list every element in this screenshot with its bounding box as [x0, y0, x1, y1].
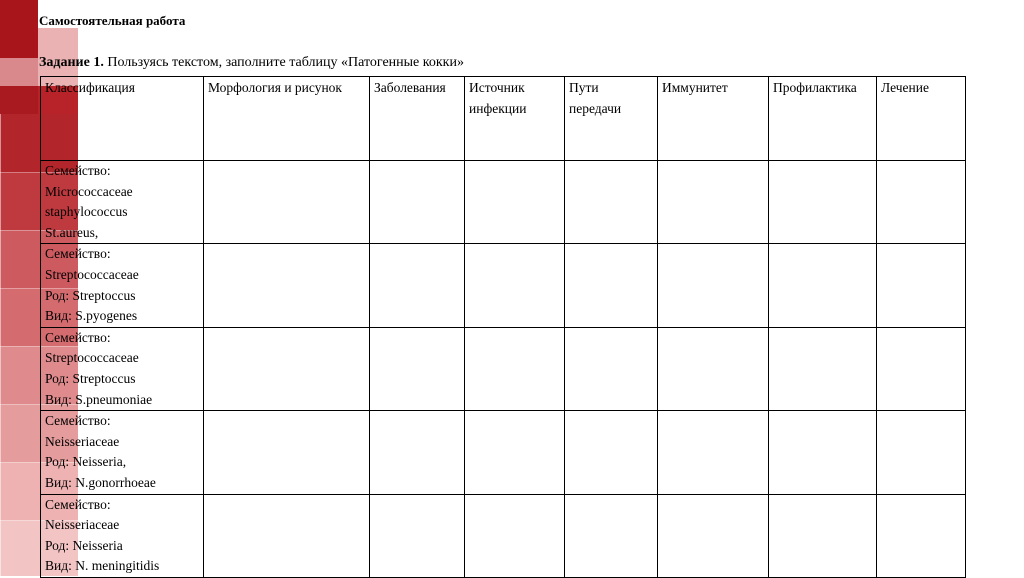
immunity-cell[interactable] [658, 161, 769, 244]
header-classification: Классификация [41, 77, 204, 161]
morphology-cell[interactable] [204, 161, 370, 244]
treatment-cell[interactable] [877, 494, 966, 577]
prevention-cell[interactable] [769, 494, 877, 577]
transmission-routes-cell[interactable] [565, 327, 658, 410]
table-row [41, 327, 966, 410]
prevention-cell[interactable] [769, 327, 877, 410]
pathogenic-cocci-table [40, 76, 966, 578]
transmission-routes-cell[interactable] [565, 244, 658, 327]
morphology-cell[interactable] [204, 244, 370, 327]
task-text: Пользуясь текстом, заполните таблицу «Патогенные кокки» [103, 55, 464, 70]
transmission-routes-cell[interactable] [565, 411, 658, 494]
task-number: Задание 1. [39, 55, 104, 70]
task-instruction [39, 55, 464, 71]
transmission-routes-cell[interactable] [565, 161, 658, 244]
header-prevention: Профилактика [769, 77, 877, 161]
treatment-cell[interactable] [877, 411, 966, 494]
diseases-cell[interactable] [370, 161, 465, 244]
morphology-cell[interactable] [204, 327, 370, 410]
prevention-cell[interactable] [769, 411, 877, 494]
classification-cell: Семейство: Micrococcaceae staphylococcus St.aureus, [41, 161, 204, 244]
prevention-cell[interactable] [769, 244, 877, 327]
classification-cell: Семейство: Neisseriaceae Род: Neisseria Вид: N. meningitidis [41, 494, 204, 577]
header-treatment: Лечение [877, 77, 966, 161]
infection-source-cell[interactable] [465, 411, 565, 494]
table-row [41, 161, 966, 244]
classification-cell: Семейство: Neisseriaceae Род: Neisseria, Вид: N.gonorrhoeae [41, 411, 204, 494]
classification-cell: Семейство: Streptococcaceae Род: Streptoccus Вид: S.pyogenes [41, 244, 204, 327]
infection-source-cell[interactable] [465, 161, 565, 244]
table-row [41, 494, 966, 577]
immunity-cell[interactable] [658, 244, 769, 327]
infection-source-cell[interactable] [465, 244, 565, 327]
header-infection-source: Источник инфекции [465, 77, 565, 161]
prevention-cell[interactable] [769, 161, 877, 244]
immunity-cell[interactable] [658, 494, 769, 577]
immunity-cell[interactable] [658, 327, 769, 410]
page-title: Самостоятельная работа [39, 13, 186, 28]
header-diseases: Заболевания [370, 77, 465, 161]
header-morphology: Морфология и рисунок [204, 77, 370, 161]
diseases-cell[interactable] [370, 494, 465, 577]
treatment-cell[interactable] [877, 327, 966, 410]
treatment-cell[interactable] [877, 244, 966, 327]
morphology-cell[interactable] [204, 411, 370, 494]
table-row [41, 244, 966, 327]
infection-source-cell[interactable] [465, 327, 565, 410]
diseases-cell[interactable] [370, 327, 465, 410]
diseases-cell[interactable] [370, 411, 465, 494]
morphology-cell[interactable] [204, 494, 370, 577]
treatment-cell[interactable] [877, 161, 966, 244]
header-transmission-routes: Пути передачи [565, 77, 658, 161]
immunity-cell[interactable] [658, 411, 769, 494]
infection-source-cell[interactable] [465, 494, 565, 577]
diseases-cell[interactable] [370, 244, 465, 327]
classification-cell: Семейство: Streptococcaceae Род: Streptoccus Вид: S.pneumoniae [41, 327, 204, 410]
header-immunity: Иммунитет [658, 77, 769, 161]
header-row [41, 77, 966, 161]
transmission-routes-cell[interactable] [565, 494, 658, 577]
table-row [41, 411, 966, 494]
